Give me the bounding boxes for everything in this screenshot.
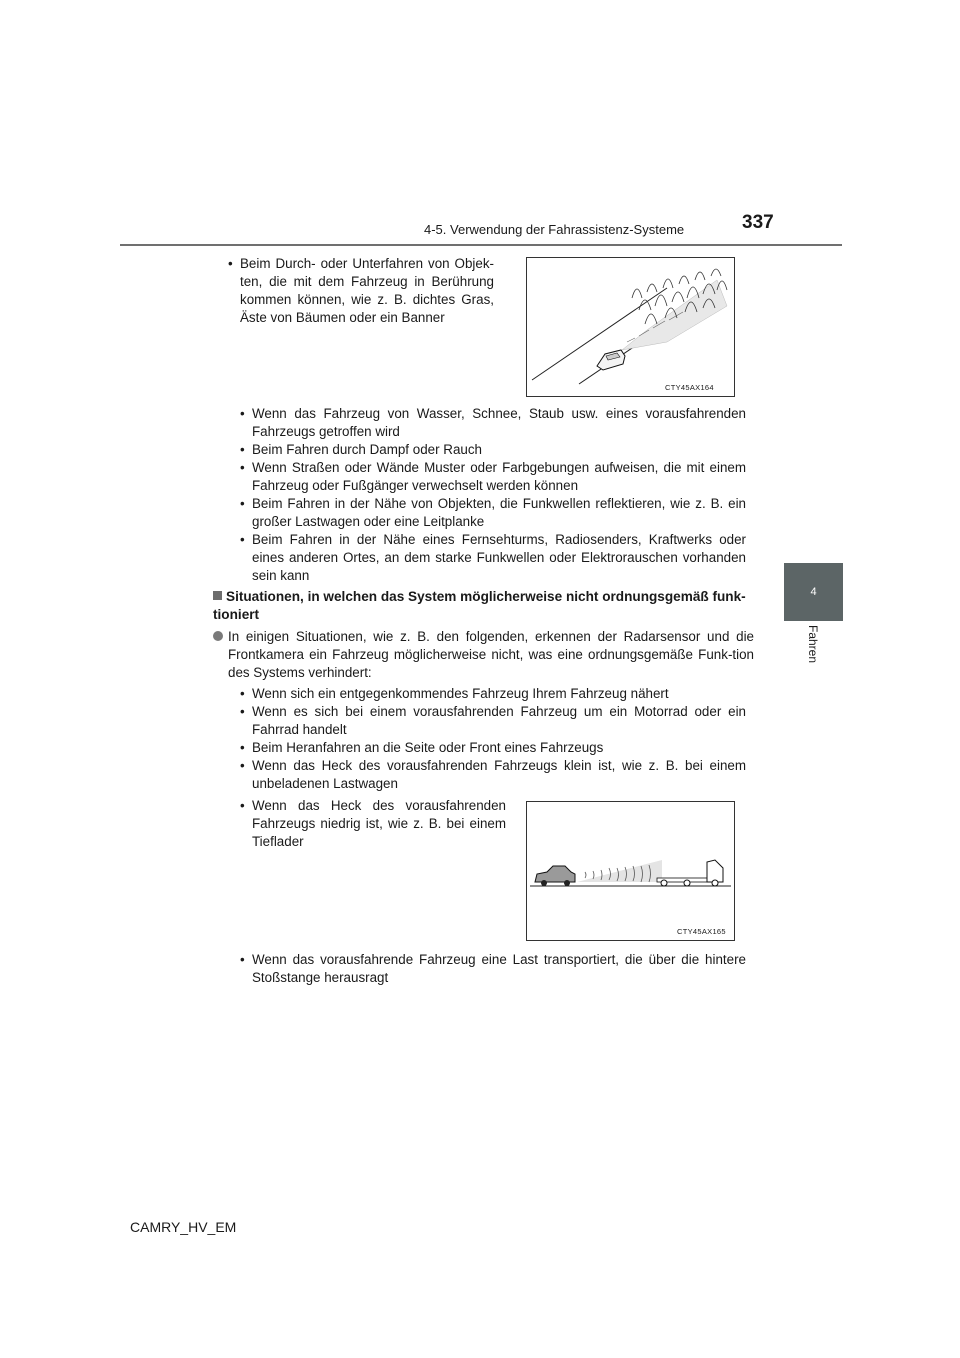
- chapter-label-box: [784, 621, 843, 683]
- list-item: • Wenn sich ein entgegenkommendes Fahrzeug Ihrem Fahrzeug nähert: [240, 686, 669, 701]
- figure-code: CTY45AX164: [665, 383, 714, 392]
- header-rule: [120, 244, 842, 246]
- bullet-text: Beim Durch- oder Unterfahren von Objek-ten, die mit dem Fahrzeug in Berührung kommen können, wie z. B. dichtes Gras, Äste von Bäumen oder ein Banner: [240, 256, 494, 325]
- bullet-text: Wenn das vorausfahrende Fahrzeug eine Last transportiert, die über die hintere Stoßstange herausragt: [252, 952, 746, 985]
- section-intro: [228, 628, 754, 682]
- figure-grass: [526, 257, 735, 397]
- grass-illustration: [527, 258, 734, 396]
- bullet-text: Wenn Straßen oder Wände Muster oder Farbgebungen aufweisen, die mit einem Fahrzeug oder Fußgänger verwechselt werden können: [252, 460, 746, 493]
- section-title: 4-5. Verwendung der Fahrassistenz-Systeme: [424, 222, 685, 237]
- bullet-text: Beim Fahren in der Nähe eines Fernsehturms, Radiosenders, Kraftwerks oder eines anderen Ortes, an dem starke Funkwellen oder Elektrorauschen vorhanden sein kann: [252, 532, 746, 583]
- list-item: • Beim Fahren in der Nähe eines Fernsehturms, Radiosenders, Kraftwerks oder eines anderen Ortes, an dem starke Funkwellen oder Elektrorauschen vorhanden sein kann: [240, 532, 746, 583]
- top-bullet-block: [228, 255, 494, 327]
- footer-model-code: CAMRY_HV_EM: [130, 1219, 237, 1235]
- section-heading-text: Situationen, in welchen das System möglicherweise nicht ordnungsgemäß funk-tioniert: [213, 589, 746, 622]
- chapter-label: Fahren: [806, 625, 820, 664]
- car-icon: [535, 866, 575, 886]
- car-icon: [597, 350, 625, 370]
- list-item: • Beim Fahren durch Dampf oder Rauch: [240, 442, 482, 457]
- bullet-text: Wenn das Heck des vorausfahrenden Fahrzeugs klein ist, wie z. B. bei einem unbeladenen Lastwagen: [252, 758, 746, 791]
- list-item: • Wenn das Heck des vorausfahrenden Fahrzeugs klein ist, wie z. B. bei einem unbeladenen Lastwagen: [240, 758, 746, 791]
- figure-low-trailer: [526, 801, 735, 941]
- bullet-text: Beim Fahren durch Dampf oder Rauch: [252, 442, 482, 457]
- figure-bullet-block: [240, 797, 506, 851]
- truck-icon: [657, 860, 723, 886]
- list-item: • Wenn das Fahrzeug von Wasser, Schnee, Staub usw. eines vorausfahrenden Fahrzeugs getroffen wird: [240, 406, 746, 439]
- list-item: • Beim Durch- oder Unterfahren von Objek-ten, die mit dem Fahrzeug in Berührung kommen können, wie z. B. dichtes Gras, Äste von Bäumen oder ein Banner: [228, 256, 494, 325]
- list-item: • Beim Heranfahren an die Seite oder Front eines Fahrzeugs: [240, 740, 604, 755]
- bullet-text: Wenn das Fahrzeug von Wasser, Schnee, Staub usw. eines vorausfahrenden Fahrzeugs getroffen wird: [252, 406, 746, 439]
- circle-bullet-icon: [213, 631, 223, 641]
- intro-text: In einigen Situationen, wie z. B. den folgenden, erkennen der Radarsensor und die Frontkamera ein Fahrzeug möglicherweise nicht, was eine ordnungsgemäße Funk-tion des Systems verhindert:: [228, 629, 754, 680]
- square-bullet-icon: [213, 591, 222, 600]
- bullet-text: Wenn es sich bei einem vorausfahrenden Fahrzeug um ein Motorrad oder ein Fahrrad handelt: [252, 704, 746, 737]
- chapter-tab: [784, 563, 843, 621]
- list-item: • Wenn es sich bei einem vorausfahrenden Fahrzeug um ein Motorrad oder ein Fahrrad handelt: [240, 704, 746, 737]
- bullet-text: Wenn das Heck des vorausfahrenden Fahrzeugs niedrig ist, wie z. B. bei einem Tieflader: [252, 798, 506, 849]
- condition-list: [240, 405, 746, 585]
- list-item: • Wenn das vorausfahrende Fahrzeug eine Last transportiert, die über die hintere Stoßstange herausragt: [240, 952, 746, 985]
- bullet-text: Beim Heranfahren an die Seite oder Front eines Fahrzeugs: [252, 740, 604, 755]
- trailer-illustration: [527, 802, 734, 940]
- page-number: 337: [742, 212, 774, 233]
- chapter-number: 4: [810, 586, 817, 598]
- section-heading: [213, 588, 753, 624]
- list-item: • Wenn das Heck des vorausfahrenden Fahrzeugs niedrig ist, wie z. B. bei einem Tieflader: [240, 798, 506, 849]
- sub-condition-list: [240, 685, 746, 793]
- last-bullet-block: [240, 951, 746, 987]
- list-item: • Beim Fahren in der Nähe von Objekten, die Funkwellen reflektieren, wie z. B. ein großer Lastwagen oder eine Leitplanke: [240, 496, 746, 529]
- list-item: • Wenn Straßen oder Wände Muster oder Farbgebungen aufweisen, die mit einem Fahrzeug oder Fußgänger verwechselt werden können: [240, 460, 746, 493]
- figure-code: CTY45AX165: [677, 927, 726, 936]
- bullet-text: Wenn sich ein entgegenkommendes Fahrzeug Ihrem Fahrzeug nähert: [252, 686, 669, 701]
- bullet-text: Beim Fahren in der Nähe von Objekten, die Funkwellen reflektieren, wie z. B. ein großer Lastwagen oder eine Leitplanke: [252, 496, 746, 529]
